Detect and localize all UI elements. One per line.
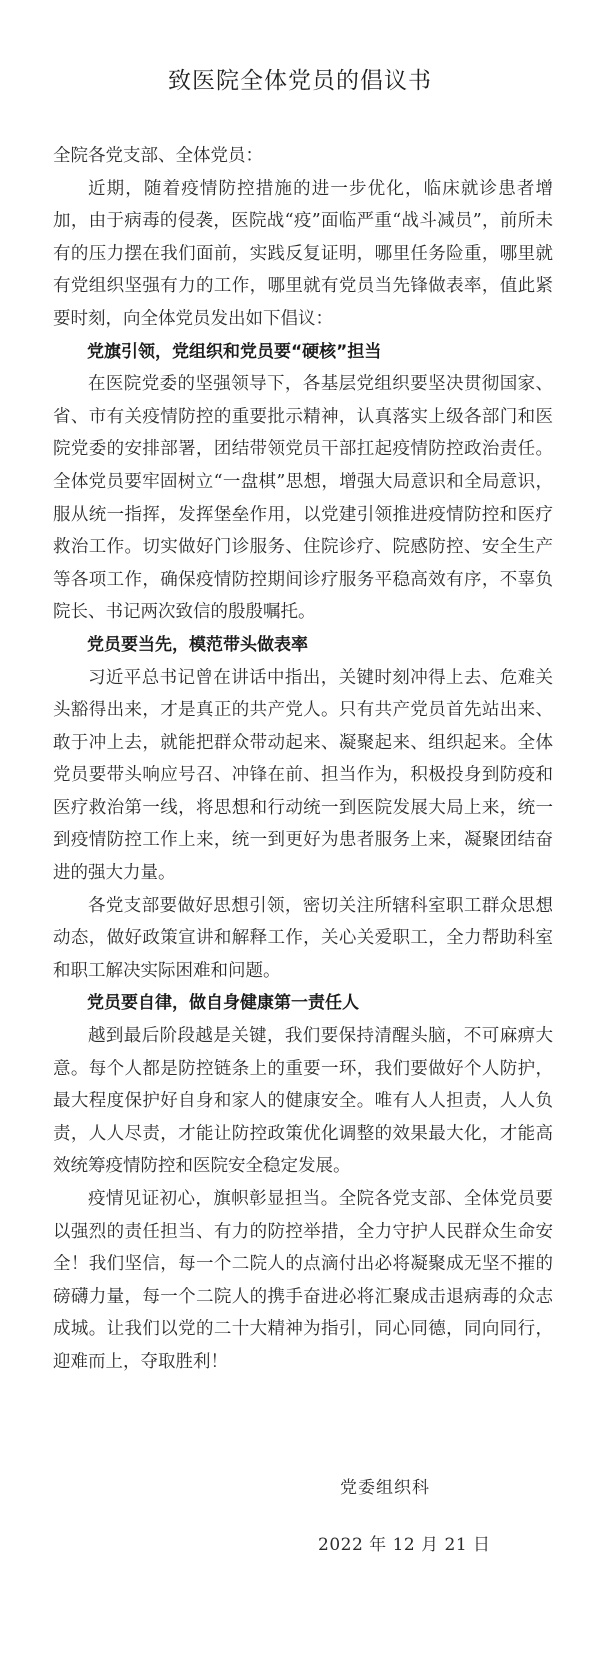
document-title: 致医院全体党员的倡议书 bbox=[168, 68, 432, 94]
section-heading-3: 党员要自律，做自身健康第一责任人 bbox=[87, 993, 359, 1014]
section-3-paragraph-2: 疫情见证初心，旗帜彰显担当。全院各党支部、全体党员要以强烈的责任担当、有力的防控举措，全力守护人民群众生命安全！我们坚信，每一个二院人的点滴付出必将凝聚成无坚不摧的磅礴力量，每一个二院人的携手奋进必将汇聚成击退病毒的众志成城。让我们以党的二十大精神为指引，同心同德，同向同行，迎难而上，夺取胜利！ bbox=[53, 1189, 553, 1372]
section-heading-2: 党员要当先，模范带头做表率 bbox=[87, 634, 308, 655]
intro-paragraph: 近期，随着疫情防控措施的进一步优化，临床就诊患者增加，由于病毒的侵袭，医院战“疫”面临严重“战斗减员”，前所未有的压力摆在我们面前，实践反复证明，哪里任务险重，哪里就有党组织坚强有力的工作，哪里就有党员当先锋做表率，值此紧要时刻，向全体党员发出如下倡议： bbox=[53, 178, 553, 329]
section-1-paragraph-1: 在医院党委的坚强领导下，各基层党组织要坚决贯彻国家、省、市有关疫情防控的重要批示精神，认真落实上级各部门和医院党委的安排部署，团结带领党员干部扛起疫情防控政治责任。全体党员要牢固树立“一盘棋”思想，增强大局意识和全局意识，服从统一指挥，发挥堡垒作用，以党建引领推进疫情防控和医疗救治工作。切实做好门诊服务、住院诊疗、院感防控、安全生产等各项工作，确保疫情防控期间诊疗服务平稳高效有序，不辜负院长、书记两次致信的殷殷嘱托。 bbox=[53, 374, 553, 623]
section-heading-1: 党旗引领，党组织和党员要“硬核”担当 bbox=[87, 341, 382, 362]
section-2-paragraph-1: 习近平总书记曾在讲话中指出，关键时刻冲得上去、危难关头豁得出来，才是真正的共产党人。只有共产党员首先站出来、敢于冲上去，就能把群众带动起来、凝聚起来、组织起来。全体党员要带头响应号召、冲锋在前、担当作为，积极投身到防疫和医疗救治第一线，将思想和行动统一到医院发展大局上来，统一到疫情防控工作上来，统一到更好为患者服务上来，凝聚团结奋进的强大力量。 bbox=[53, 667, 553, 884]
section-3-paragraph-1: 越到最后阶段越是关键，我们要保持清醒头脑，不可麻痹大意。每个人都是防控链条上的重要一环，我们要做好个人防护，最大程度保护好自身和家人的健康安全。唯有人人担责，人人负责，人人尽责，才能让防控政策优化调整的效果最大化，才能高效统筹疫情防控和医院安全稳定发展。 bbox=[53, 1026, 553, 1177]
signature-date: 2022 年 12 月 21 日 bbox=[318, 1535, 491, 1555]
salutation: 全院各党支部、全体党员： bbox=[53, 146, 263, 166]
section-2-paragraph-2: 各党支部要做好思想引领，密切关注所辖科室职工群众思想动态，做好政策宣讲和解释工作，关心关爱职工，全力帮助科室和职工解决实际困难和问题。 bbox=[53, 895, 553, 981]
document-body bbox=[53, 140, 553, 1379]
signature-organization: 党委组织科 bbox=[340, 1478, 430, 1498]
